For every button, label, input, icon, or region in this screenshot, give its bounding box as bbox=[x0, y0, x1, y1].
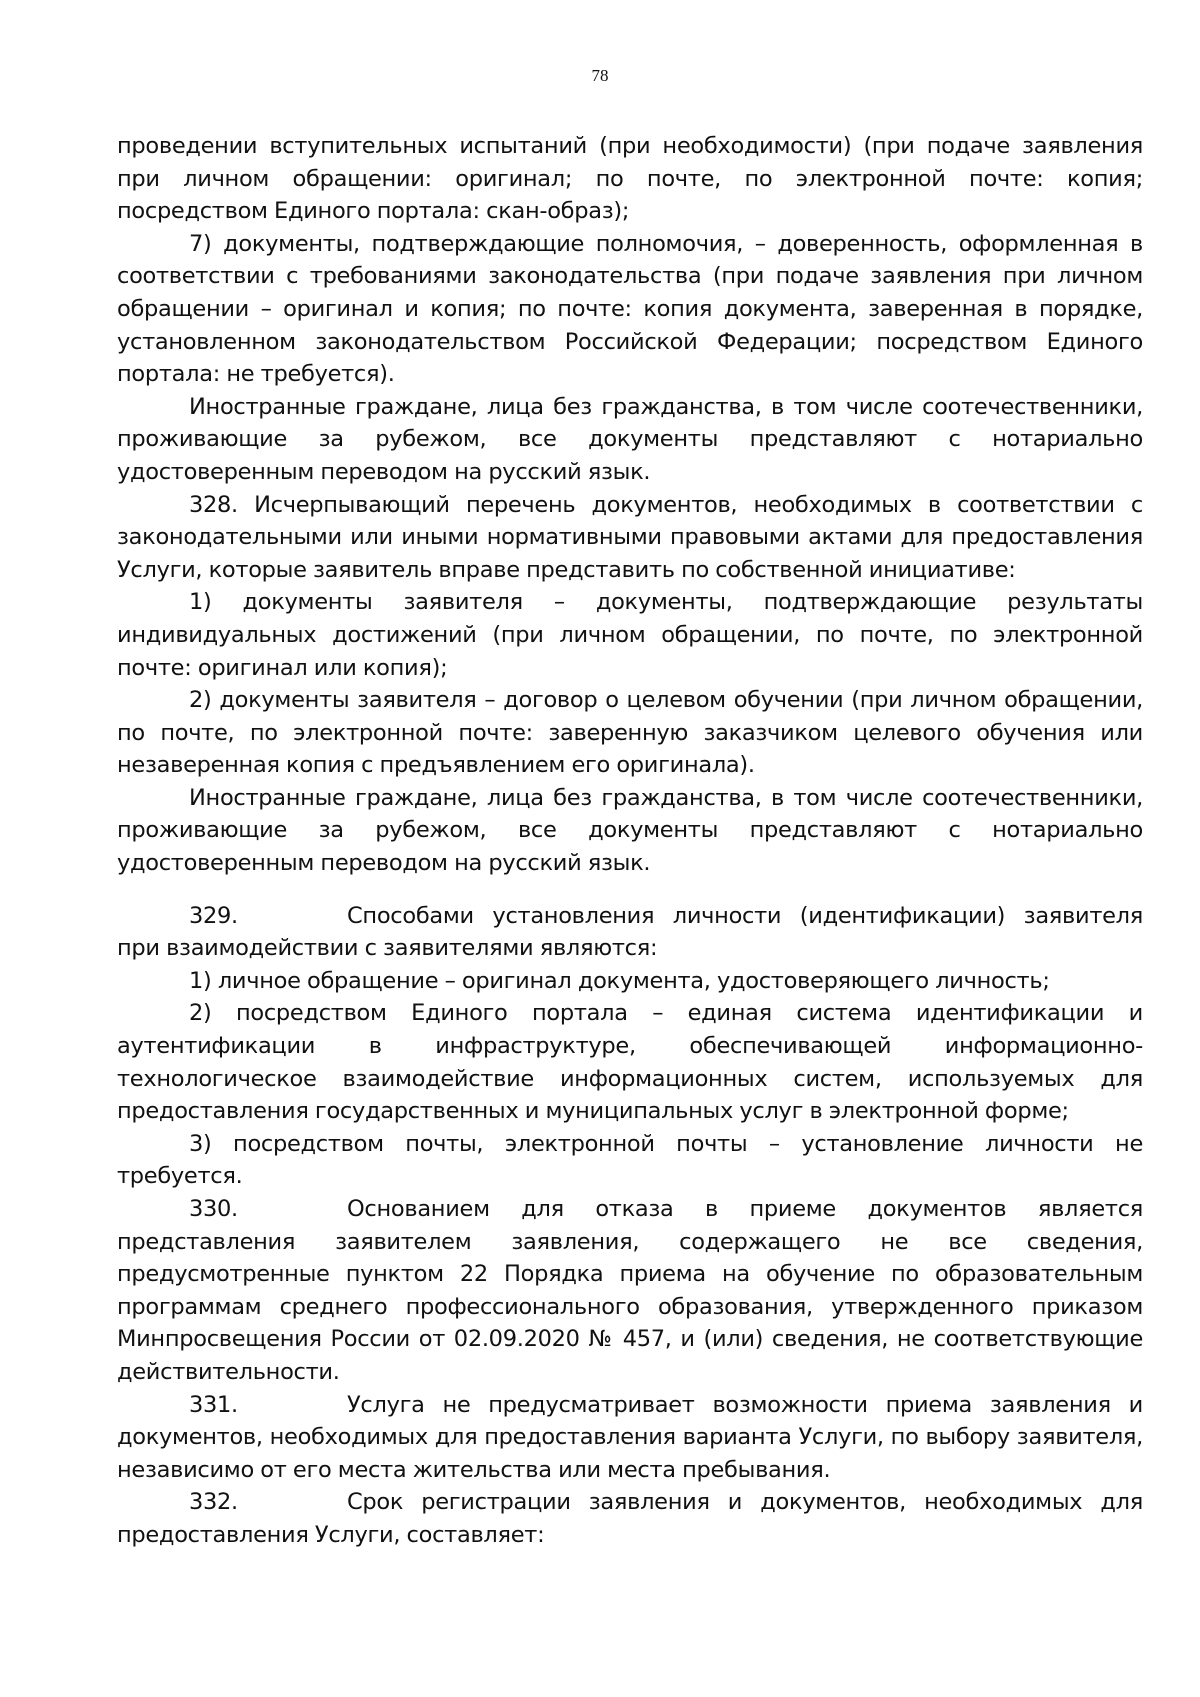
paragraph-item-7: 7) документы, подтверждающие полномочия, – доверенность, оформленная в соответствии с требованиями законодательства (при подаче заявления при личном обращении – оригинал и копия; по почте: копия документа, заверенная в порядке, установленном законодательством Российской Федерации; посредством Единого портала: не требуется). bbox=[117, 230, 1143, 388]
paragraph-329-item-2: 2) посредством Единого портала – единая система идентификации и аутентификации в инфраструктуре, обеспечивающей информационно-технологическое взаимодействие информационных систем, используемых для предоставления государственных и муниципальных услуг в электронной форме; bbox=[117, 1000, 1143, 1125]
item-329-first-line bbox=[117, 900, 1143, 933]
item-332-first-line bbox=[117, 1486, 1143, 1519]
item-first-line-text: Срок регистрации заявления и документов, необходимых для bbox=[347, 1489, 1143, 1516]
paragraph-328: 328. Исчерпывающий перечень документов, необходимых в соответствии с законодательными или иными нормативными правовыми актами для предоставления Услуги, которые заявитель вправе представить по собственной инициативе: bbox=[117, 491, 1143, 583]
paragraph-foreign-citizens-2: Иностранные граждане, лица без гражданства, в том числе соотечественники, проживающие за рубежом, все документы представляют с нотариально удостоверенным переводом на русский язык. bbox=[117, 784, 1143, 877]
item-number: 329. bbox=[189, 902, 238, 929]
paragraph-329-item-3: 3) посредством почты, электронной почты – установление личности не требуется. bbox=[117, 1130, 1143, 1190]
item-332-continuation: предоставления Услуги, составляет: bbox=[117, 1521, 545, 1548]
paragraph-328-item-2: 2) документы заявителя – договор о целевом обучении (при личном обращении, по почте, по электронной почте: заверенную заказчиком целевого обучения или незаверенная копия с предъявлением его оригинала). bbox=[117, 687, 1143, 779]
item-first-line-text: Основанием для отказа в приеме документов является bbox=[347, 1196, 1143, 1222]
item-331-continuation: документов, необходимых для предоставления варианта Услуги, по выбору заявителя, независимо от его места жительства или места пребывания. bbox=[117, 1424, 1143, 1483]
item-331-first-line bbox=[117, 1389, 1143, 1422]
item-number: 330. bbox=[189, 1196, 238, 1222]
paragraph-328-item-1: 1) документы заявителя – документы, подтверждающие результаты индивидуальных достижений (при личном обращении, по почте, по электронной почте: оригинал или копия); bbox=[117, 589, 1143, 681]
item-330-continuation: представления заявителем заявления, содержащего не все сведения, предусмотренные пунктом 22 Порядка приема на обучение по образовательным программам среднего профессионального образования, утвержденного приказом Минпросвещения России от 02.09.2020 № 457, и (или) сведения, не соответствующие действительности. bbox=[117, 1228, 1143, 1385]
item-number: 331. bbox=[189, 1391, 238, 1418]
page-number: 78 bbox=[591, 66, 609, 85]
paragraph-foreign-citizens: Иностранные граждане, лица без гражданства, в том числе соотечественники, проживающие за рубежом, все документы представляют с нотариально удостоверенным переводом на русский язык. bbox=[117, 393, 1143, 485]
section-spacer bbox=[117, 880, 1143, 900]
item-first-line-text: Способами установления личности (идентификации) заявителя bbox=[347, 902, 1143, 929]
item-first-line-text: Услуга не предусматривает возможности приема заявления и bbox=[347, 1391, 1143, 1418]
item-330-first-line bbox=[117, 1193, 1143, 1226]
paragraph-continuation: проведении вступительных испытаний (при необходимости) (при подаче заявления при личном обращении: оригинал; по почте, по электронной почте: копия; посредством Единого портала: скан-образ); bbox=[117, 133, 1143, 225]
item-number: 332. bbox=[189, 1489, 238, 1516]
paragraph-329-item-1: 1) личное обращение – оригинал документа, удостоверяющего личность; bbox=[189, 967, 1050, 994]
item-329-continuation: при взаимодействии с заявителями являются: bbox=[117, 935, 658, 962]
document-body bbox=[117, 130, 1143, 1552]
